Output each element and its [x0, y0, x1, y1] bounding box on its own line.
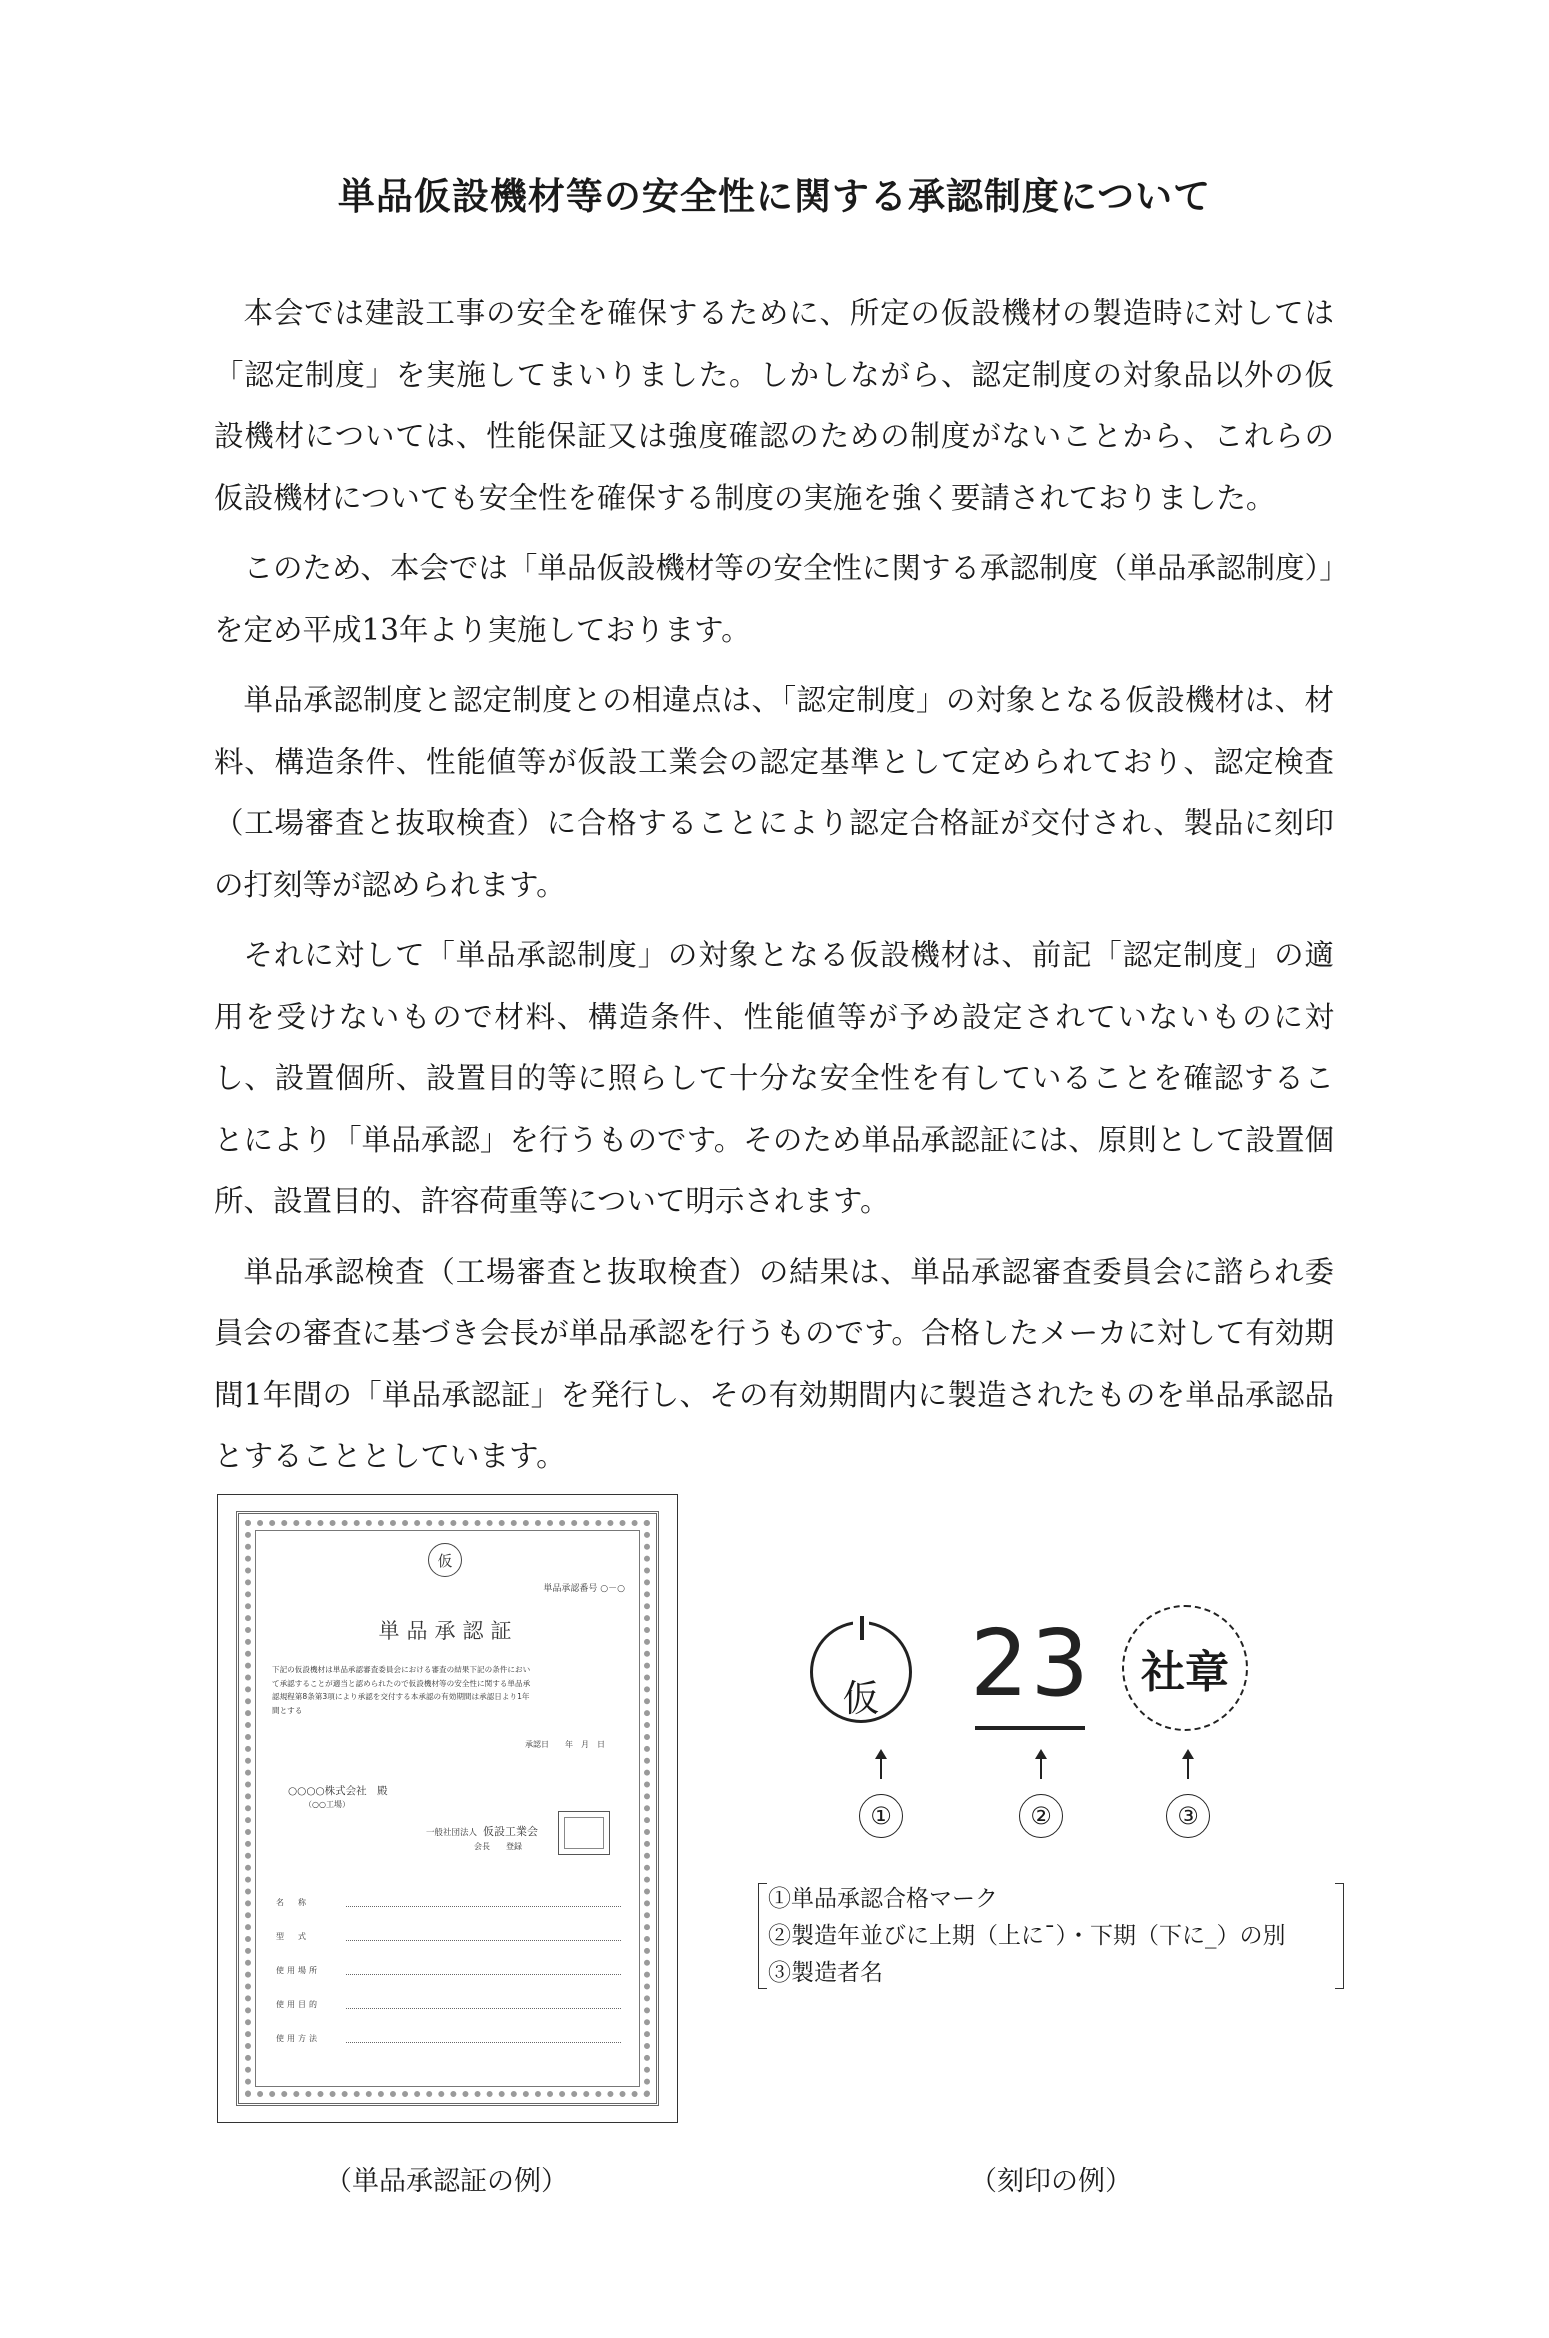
certificate-stamp-icon [558, 1811, 610, 1855]
certificate-example [217, 1494, 678, 2123]
certificate-field-line [346, 1906, 621, 1907]
certificate-field-line [346, 1940, 621, 1941]
paragraph-4: それに対して「単品承認制度」の対象となる仮設機材は、前記「認定制度」の適用を受けないもので材料、構造条件、性能値等が予め設定されていないものに対し、設置個所、設置目的等に照らして十分な安全性を有していることを確認することにより「単品承認」を行うものです。そのため単品承認証には、原則として設置個所、設置目的、許容荷重等について明示されます。 [214, 938, 1334, 1218]
certificate-field [276, 1919, 621, 1953]
label-2: ② [1019, 1794, 1063, 1838]
label-1: ① [859, 1794, 903, 1838]
certificate-field [276, 2021, 621, 2055]
certificate-issuer [426, 1823, 538, 1839]
legend-item-2: ②製造年並びに上期（上に¯）・下期（下に_）の別 [768, 1923, 1286, 1949]
manufacture-year-number: 23 [970, 1610, 1092, 1717]
certificate-date: 承認日 年 月 日 [525, 1740, 605, 1749]
certificate-seal-icon: 仮 [428, 1543, 462, 1577]
paragraph-1: 本会では建設工事の安全を確保するために、所定の仮設機材の製造時に対しては「認定制度」を実施してまいりました。しかしながら、認定制度の対象品以外の仮設機材については、性能保証又は強度確認のための制度がないことから、これらの仮設機材についても安全性を確保する制度の実施を強く要請されておりました。 [214, 296, 1334, 515]
manufacture-period-underline [975, 1726, 1085, 1730]
certificate-company: ○○○○株式会社 殿 [288, 1785, 388, 1797]
certificate-field [276, 1885, 621, 1919]
certificate-fields [276, 1885, 621, 2055]
certificate-chief: 会長 登録 [474, 1842, 522, 1851]
approval-mark-icon [810, 1621, 912, 1723]
legend-item-3: ③製造者名 [768, 1960, 883, 1986]
certificate-field-line [346, 2042, 621, 2043]
certificate-field [276, 1987, 621, 2021]
legend-item-1: ①単品承認合格マーク [768, 1886, 998, 1912]
company-seal-icon: 社章 [1122, 1605, 1248, 1731]
certificate-caption: （単品承認証の例） [325, 2166, 568, 2197]
certificate-field-label: 使用場所 [276, 1965, 320, 1975]
certificate-issuer-prefix: 一般社団法人 [426, 1828, 478, 1838]
certificate-number: 単品承認番号 ○－○ [543, 1584, 625, 1594]
certificate-body: 下記の仮設機材は単品承認審査委員会における審査の結果下記の条件において承認することが適当と認められたので仮設機材等の安全性に関する単品承認規程第8条第3項により承認を交付する本承認の有効期間は承認日より1年間とする [272, 1665, 531, 1715]
certificate-field-label: 使用方法 [276, 2033, 320, 2043]
stamp-caption: （刻印の例） [970, 2166, 1132, 2197]
certificate-issuer-name: 仮設工業会 [483, 1825, 539, 1838]
body-text [214, 283, 1334, 1497]
certificate-field-label: 使用目的 [276, 1999, 320, 2009]
paragraph-3: 単品承認制度と認定制度との相違点は、「認定制度」の対象となる仮設機材は、材料、構造条件、性能値等が仮設工業会の認定基準として定められており、認定検査（工場審査と抜取検査）に合格することにより認定合格証が交付され、製品に刻印の打刻等が認められます。 [214, 683, 1334, 902]
certificate-field [276, 1953, 621, 1987]
paragraph-5: 単品承認検査（工場審査と抜取検査）の結果は、単品承認審査委員会に諮られ委員会の審査に基づき会長が単品承認を行うものです。合格したメーカに対して有効期間1年間の「単品承認証」を発行し、その有効期間内に製造されたものを単品承認品とすることとしています。 [214, 1254, 1334, 1473]
certificate-company-sub: （○○工場） [304, 1800, 350, 1809]
stamp-legend [758, 1881, 1344, 1991]
arrow-up-icon [1040, 1757, 1042, 1779]
certificate-content [266, 1543, 631, 2078]
certificate-field-label: 名 称 [276, 1897, 309, 1907]
certificate-field-line [346, 2008, 621, 2009]
page-title: 単品仮設機材等の安全性に関する承認制度について [337, 174, 1212, 218]
label-3: ③ [1166, 1794, 1210, 1838]
arrow-up-icon [880, 1757, 882, 1779]
certificate-field-line [346, 1974, 621, 1975]
arrow-up-icon [1187, 1757, 1189, 1779]
paragraph-2: このため、本会では「単品仮設機材等の安全性に関する承認制度（単品承認制度）」を定め平成13年より実施しております。 [214, 551, 1334, 647]
certificate-field-label: 型 式 [276, 1931, 309, 1941]
certificate-heading: 単品承認証 [378, 1619, 519, 1643]
approval-mark-kanji: 仮 [842, 1677, 880, 1720]
